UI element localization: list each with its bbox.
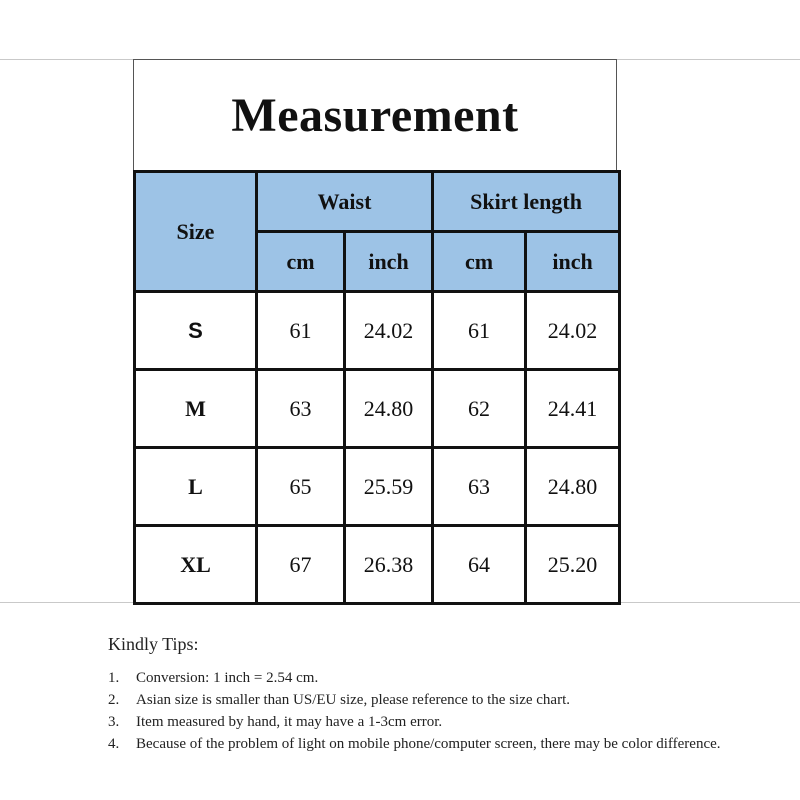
list-item-number: 4.: [108, 736, 120, 752]
list-item: [108, 689, 758, 711]
title-box: [133, 59, 617, 171]
table-cell: 64: [433, 526, 526, 604]
list-item: [108, 711, 758, 733]
tips-list: [108, 667, 758, 755]
header-row-groups: [135, 172, 620, 232]
table-cell: 24.02: [526, 292, 620, 370]
list-item-number: 2.: [108, 692, 120, 708]
table-row: [135, 448, 620, 526]
waist-group-header: Waist: [257, 172, 433, 232]
table-cell: 24.41: [526, 370, 620, 448]
skirt-length-group-header: Skirt length: [433, 172, 620, 232]
table-cell: 65: [257, 448, 345, 526]
table-row: [135, 526, 620, 604]
table-cell: 24.02: [345, 292, 433, 370]
table-row: [135, 292, 620, 370]
table-cell: 62: [433, 370, 526, 448]
table-cell: 63: [257, 370, 345, 448]
size-cell: S: [135, 292, 257, 370]
size-cell: L: [135, 448, 257, 526]
unit-header: inch: [526, 232, 620, 292]
list-item: [108, 667, 758, 689]
list-item: [108, 733, 758, 755]
list-item-text: Item measured by hand, it may have a 1-3cm error.: [136, 714, 443, 730]
table-cell: 67: [257, 526, 345, 604]
table-cell: 61: [433, 292, 526, 370]
table-cell: 26.38: [345, 526, 433, 604]
size-chart-table: [133, 170, 621, 605]
unit-header: inch: [345, 232, 433, 292]
size-cell: XL: [135, 526, 257, 604]
tips-title: Kindly Tips:: [108, 634, 199, 654]
kindly-tips: [108, 634, 758, 755]
table-cell: 61: [257, 292, 345, 370]
table-cell: 24.80: [526, 448, 620, 526]
list-item-number: 1.: [108, 670, 120, 686]
list-item-text: Conversion: 1 inch = 2.54 cm.: [136, 670, 319, 686]
table-cell: 25.20: [526, 526, 620, 604]
unit-header: cm: [257, 232, 345, 292]
table-cell: 25.59: [345, 448, 433, 526]
table-row: [135, 370, 620, 448]
list-item-number: 3.: [108, 714, 120, 730]
size-cell: M: [135, 370, 257, 448]
table-cell: 24.80: [345, 370, 433, 448]
unit-header: cm: [433, 232, 526, 292]
size-column-header: Size: [135, 172, 257, 292]
page-title: Measurement: [231, 89, 519, 142]
list-item-text: Because of the problem of light on mobile phone/computer screen, there may be color difference.: [136, 736, 721, 752]
list-item-text: Asian size is smaller than US/EU size, please reference to the size chart.: [136, 692, 570, 708]
table-cell: 63: [433, 448, 526, 526]
